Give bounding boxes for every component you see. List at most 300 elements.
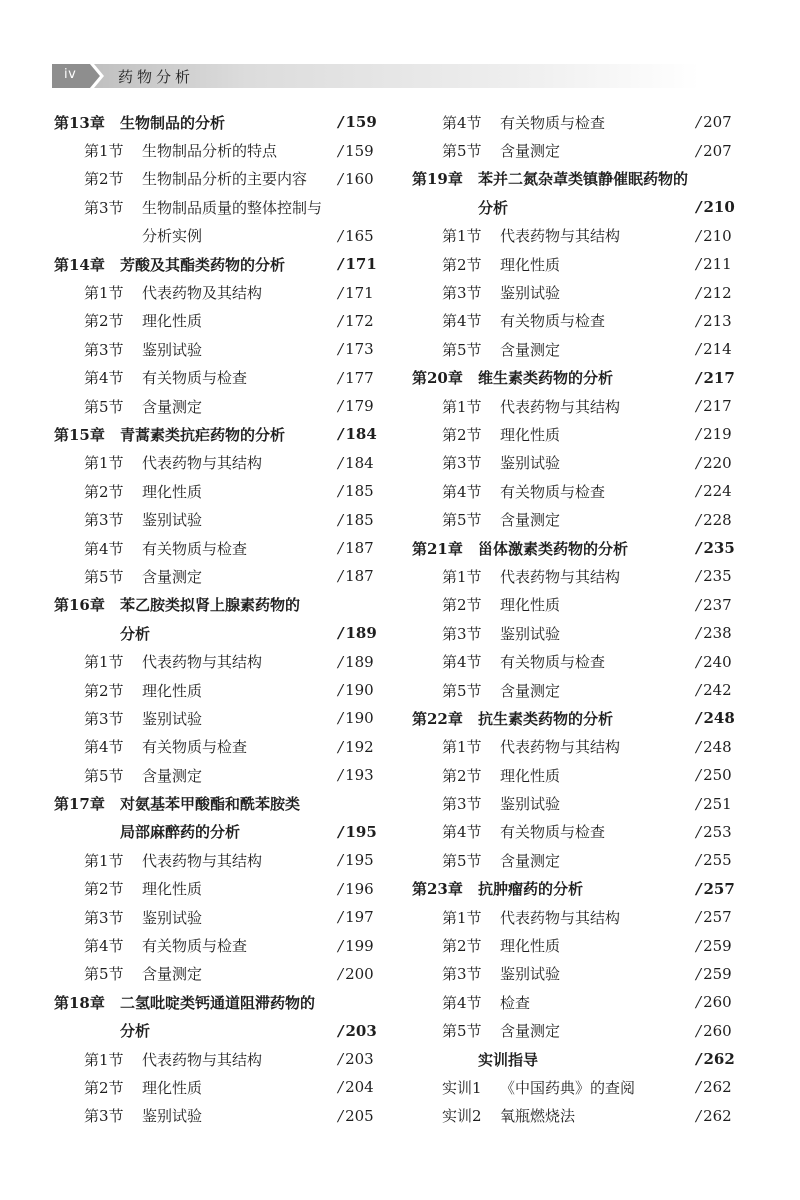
entry-title: 含量测定 [500, 340, 561, 359]
entry-number: 第17章 [54, 795, 105, 814]
entry-title: 生物制品分析的主要内容 [142, 170, 308, 189]
page-slash: / [338, 340, 344, 359]
entry-number: 第5节 [442, 340, 482, 359]
page-number-value: 242 [703, 681, 732, 699]
section-entry [54, 931, 382, 959]
entry-page [338, 312, 382, 330]
page-number-value: 160 [345, 169, 374, 188]
entry-title: 理化性质 [500, 255, 561, 274]
entry-page [696, 653, 740, 671]
page-number-value: 240 [703, 652, 732, 671]
chapter-entry-continuation [54, 1017, 382, 1045]
chapter-entry [412, 364, 740, 392]
page-number-value: 171 [345, 255, 377, 274]
section-entry [412, 222, 740, 250]
chapter-entry [412, 1045, 740, 1073]
page-number-value: 210 [703, 198, 735, 217]
page-slash: / [696, 993, 702, 1012]
page-number-value: 260 [703, 1021, 732, 1040]
entry-title: 代表药物与其结构 [500, 567, 621, 586]
section-entry [412, 108, 740, 136]
entry-number: 第5节 [442, 851, 482, 870]
page-number-value: 207 [703, 113, 732, 132]
entry-title: 分析 [478, 198, 509, 217]
entry-page [696, 227, 740, 245]
entry-number: 第4节 [442, 482, 482, 501]
section-entry [54, 136, 382, 164]
entry-number: 第1节 [84, 653, 124, 672]
page-number-value: 204 [345, 1078, 374, 1097]
entry-number: 第3节 [84, 511, 124, 530]
entry-title: 有关物质与检查 [500, 653, 606, 672]
page-slash: / [696, 1106, 702, 1125]
section-entry-continuation [54, 222, 382, 250]
chapter-entry-continuation [54, 818, 382, 846]
page-number-value: 257 [703, 879, 735, 898]
page-slash: / [696, 766, 702, 785]
entry-page [696, 880, 740, 898]
entry-title: 理化性质 [142, 880, 203, 899]
entry-number: 第2节 [84, 312, 124, 331]
entry-title: 代表药物及其结构 [142, 284, 263, 303]
entry-number: 第4节 [84, 937, 124, 956]
page-slash: / [338, 681, 344, 699]
entry-page [696, 823, 740, 841]
entry-title: 含量测定 [500, 851, 561, 870]
chapter-entry [54, 108, 382, 136]
entry-title: 有关物质与检查 [142, 369, 248, 388]
entry-page [696, 624, 740, 642]
section-entry [54, 534, 382, 562]
section-entry [412, 619, 740, 647]
entry-title: 含量测定 [142, 965, 203, 984]
entry-page [696, 397, 740, 415]
entry-number: 第2节 [442, 596, 482, 615]
page-number-value: 212 [703, 283, 732, 302]
chapter-entry [412, 534, 740, 562]
entry-title: 氧瓶燃烧法 [500, 1107, 576, 1126]
entry-number: 第5节 [442, 142, 482, 161]
entry-title: 鉴别试验 [500, 624, 561, 643]
entry-number: 第1节 [84, 851, 124, 870]
page-slash: / [338, 539, 344, 558]
page-slash: / [338, 397, 344, 416]
toc-column-right [412, 108, 740, 1130]
page-slash: / [338, 510, 344, 529]
section-entry [54, 392, 382, 420]
section-entry [412, 420, 740, 448]
page-number-value: 259 [703, 936, 732, 955]
page-slash: / [338, 652, 344, 671]
entry-page [696, 1078, 740, 1096]
entry-title: 理化性质 [500, 596, 561, 615]
page-slash: / [338, 964, 344, 983]
page-slash: / [696, 113, 702, 132]
section-entry [412, 505, 740, 533]
entry-number: 第4节 [442, 993, 482, 1012]
section-entry [412, 647, 740, 675]
entry-page [696, 851, 740, 869]
entry-page [338, 142, 382, 160]
entry-number: 第3节 [442, 284, 482, 303]
entry-number: 第19章 [412, 170, 463, 189]
page-number-value: 171 [345, 283, 374, 302]
chapter-entry [54, 789, 382, 817]
entry-title: 鉴别试验 [142, 908, 203, 927]
entry-page [696, 340, 740, 358]
entry-number: 第5节 [442, 511, 482, 530]
page-number-value: 251 [703, 794, 732, 813]
page-number-value: 257 [703, 908, 732, 927]
entry-number: 第5节 [442, 681, 482, 700]
page-slash: / [696, 283, 702, 302]
page-slash: / [696, 141, 702, 160]
chapter-entry [54, 420, 382, 448]
entry-title: 理化性质 [142, 681, 203, 700]
entry-number: 第1节 [84, 1050, 124, 1069]
section-entry [54, 505, 382, 533]
page-slash: / [338, 766, 344, 785]
entry-number: 第1节 [442, 567, 482, 586]
page-number-value: 205 [345, 1106, 374, 1125]
entry-page [338, 340, 382, 358]
page-slash: / [696, 652, 702, 671]
entry-title: 鉴别试验 [500, 965, 561, 984]
chapter-entry [54, 250, 382, 278]
entry-page [338, 425, 382, 443]
entry-page [696, 1022, 740, 1040]
entry-number: 第3节 [442, 454, 482, 473]
section-entry [412, 1102, 740, 1130]
entry-number: 第3节 [84, 198, 124, 217]
page-slash: / [338, 368, 344, 387]
page-number-value: 200 [345, 964, 374, 983]
page-number-value: 259 [703, 964, 732, 983]
section-entry [412, 676, 740, 704]
entry-title: 青蒿素类抗疟药物的分析 [120, 425, 286, 444]
page-number-value: 189 [345, 652, 374, 671]
section-entry [54, 846, 382, 874]
page-number-value: 203 [345, 1021, 377, 1040]
entry-number: 第4节 [84, 539, 124, 558]
entry-title: 有关物质与检查 [500, 113, 606, 132]
entry-page [338, 1022, 382, 1040]
entry-page [338, 369, 382, 387]
section-entry [412, 307, 740, 335]
entry-number: 第4节 [442, 312, 482, 331]
entry-page [696, 709, 740, 727]
entry-number: 第2节 [442, 937, 482, 956]
entry-number: 第2节 [84, 1078, 124, 1097]
page-slash: / [696, 737, 702, 756]
entry-number: 第1节 [442, 908, 482, 927]
chapter-entry-continuation [54, 619, 382, 647]
page-slash: / [696, 624, 702, 643]
section-entry [54, 676, 382, 704]
section-entry [54, 1045, 382, 1073]
entry-title: 鉴别试验 [142, 709, 203, 728]
entry-title: 代表药物与其结构 [500, 908, 621, 927]
entry-page [696, 425, 740, 443]
entry-page [696, 113, 740, 131]
entry-page [696, 908, 740, 926]
entry-page [338, 823, 382, 841]
entry-page [696, 454, 740, 472]
entry-number: 第3节 [84, 1107, 124, 1126]
page-number-value: 184 [345, 453, 374, 472]
page-number-value: 262 [703, 1106, 732, 1125]
entry-title: 鉴别试验 [142, 1107, 203, 1126]
entry-number: 第16章 [54, 596, 105, 615]
entry-page [696, 596, 740, 614]
section-entry [54, 477, 382, 505]
page-slash: / [696, 936, 702, 955]
entry-number: 第14章 [54, 255, 105, 274]
entry-page [338, 170, 382, 188]
section-entry [54, 562, 382, 590]
entry-page [696, 284, 740, 302]
page-slash: / [696, 1078, 702, 1097]
page-slash: / [338, 851, 344, 870]
page-slash: / [338, 1078, 344, 1097]
entry-page [338, 880, 382, 898]
page-number-value: 185 [345, 510, 374, 529]
entry-title: 抗肿瘤药的分析 [478, 880, 584, 899]
section-entry [412, 591, 740, 619]
page-number-value: 189 [345, 624, 377, 643]
page-slash: / [338, 453, 344, 472]
section-entry [412, 562, 740, 590]
entry-title: 理化性质 [142, 312, 203, 331]
page-number-value: 172 [345, 311, 374, 330]
entry-number: 第2节 [84, 681, 124, 700]
entry-page [696, 766, 740, 784]
chapter-entry [54, 591, 382, 619]
entry-title: 理化性质 [142, 482, 203, 501]
section-entry [412, 136, 740, 164]
page-slash: / [696, 198, 702, 217]
entry-title: 鉴别试验 [500, 454, 561, 473]
entry-title: 理化性质 [500, 937, 561, 956]
entry-title: 理化性质 [500, 766, 561, 785]
page-slash: / [696, 510, 702, 529]
entry-title: 甾体激素类药物的分析 [478, 539, 629, 558]
entry-page [696, 312, 740, 330]
section-entry [412, 1017, 740, 1045]
entry-number: 第3节 [442, 624, 482, 643]
section-entry [54, 1102, 382, 1130]
toc-column-left [54, 108, 382, 1130]
entry-title: 含量测定 [142, 567, 203, 586]
entry-title: 有关物质与检查 [500, 823, 606, 842]
entry-title: 检查 [500, 993, 531, 1012]
section-entry [54, 704, 382, 732]
entry-page [696, 567, 740, 585]
book-title: 药物分析 [118, 68, 195, 86]
entry-number: 第1节 [84, 284, 124, 303]
chapter-entry [412, 704, 740, 732]
entry-title: 维生素类药物的分析 [478, 369, 614, 388]
page-slash: / [696, 709, 702, 728]
page-number-value: 195 [345, 822, 377, 841]
entry-title: 代表药物与其结构 [500, 738, 621, 757]
page-slash: / [696, 453, 702, 472]
entry-page [696, 993, 740, 1011]
page-number-value: 193 [345, 766, 374, 785]
page-slash: / [696, 908, 702, 927]
entry-page [338, 511, 382, 529]
entry-page [696, 1107, 740, 1125]
entry-title: 含量测定 [142, 397, 203, 416]
entry-title: 鉴别试验 [142, 340, 203, 359]
section-entry [412, 733, 740, 761]
page-number-value: 217 [703, 397, 732, 416]
entry-page [338, 454, 382, 472]
entry-title: 有关物质与检查 [500, 312, 606, 331]
page-number-value: 177 [345, 368, 374, 387]
page-slash: / [338, 908, 344, 927]
entry-number: 第2节 [84, 482, 124, 501]
page-slash: / [338, 113, 344, 132]
page-slash: / [338, 311, 344, 330]
entry-number: 第5节 [442, 1022, 482, 1041]
page-number-value: 211 [703, 255, 732, 274]
entry-number: 实训1 [442, 1078, 482, 1097]
entry-number: 实训2 [442, 1107, 482, 1126]
entry-number: 第2节 [442, 255, 482, 274]
entry-title: 鉴别试验 [500, 795, 561, 814]
page-slash: / [696, 794, 702, 813]
page-number-value: 217 [703, 368, 735, 387]
entry-page [338, 284, 382, 302]
page-number-value: 165 [345, 226, 374, 245]
section-entry [412, 278, 740, 306]
entry-number: 第4节 [442, 823, 482, 842]
page-number-value: 213 [703, 311, 732, 330]
page-number-value: 219 [703, 425, 732, 444]
entry-title: 分析 [120, 624, 151, 643]
entry-title: 含量测定 [500, 142, 561, 161]
entry-title: 代表药物与其结构 [500, 227, 621, 246]
section-entry [54, 647, 382, 675]
section-entry [54, 1073, 382, 1101]
page-slash: / [696, 681, 702, 699]
entry-page [338, 653, 382, 671]
entry-page [338, 227, 382, 245]
entry-title: 含量测定 [500, 681, 561, 700]
page-number-value: 250 [703, 766, 732, 785]
entry-page [696, 937, 740, 955]
entry-title: 鉴别试验 [500, 284, 561, 303]
entry-title: 含量测定 [142, 766, 203, 785]
page-number-value: 184 [345, 425, 377, 444]
page-slash: / [696, 822, 702, 841]
entry-title: 有关物质与检查 [142, 937, 248, 956]
entry-number: 第20章 [412, 369, 463, 388]
entry-number: 第1节 [442, 397, 482, 416]
section-entry [412, 392, 740, 420]
page-slash: / [338, 1021, 344, 1040]
page-slash: / [696, 567, 702, 586]
entry-page [338, 113, 382, 131]
entry-number: 第5节 [84, 567, 124, 586]
entry-page [696, 511, 740, 529]
chapter-entry [412, 165, 740, 193]
entry-number: 第3节 [84, 340, 124, 359]
page-number-value: 237 [703, 595, 732, 614]
page-number-value: 262 [703, 1078, 732, 1097]
page-number-value: 262 [703, 1050, 735, 1069]
page-number-value: 179 [345, 397, 374, 416]
page-slash: / [696, 1021, 702, 1040]
entry-page [696, 1050, 740, 1068]
section-entry [54, 307, 382, 335]
entry-number: 第2节 [84, 170, 124, 189]
entry-page [338, 1078, 382, 1096]
entry-title: 芳酸及其酯类药物的分析 [120, 255, 286, 274]
entry-title: 局部麻醉药的分析 [120, 823, 241, 842]
entry-number: 第1节 [84, 454, 124, 473]
chapter-entry-continuation [412, 193, 740, 221]
page-slash: / [696, 397, 702, 416]
entry-page [338, 482, 382, 500]
entry-number: 第1节 [442, 738, 482, 757]
entry-title: 实训指导 [478, 1050, 539, 1069]
entry-number: 第23章 [412, 880, 463, 899]
entry-title: 生物制品质量的整体控制与 [142, 198, 323, 217]
entry-page [338, 255, 382, 273]
entry-title: 分析 [120, 1022, 151, 1041]
section-entry [54, 875, 382, 903]
section-entry [54, 761, 382, 789]
entry-page [338, 738, 382, 756]
entry-title: 理化性质 [500, 425, 561, 444]
section-entry [412, 1073, 740, 1101]
entry-page [696, 681, 740, 699]
entry-title: 有关物质与检查 [142, 738, 248, 757]
entry-title: 代表药物与其结构 [142, 454, 263, 473]
entry-number: 第4节 [442, 113, 482, 132]
page-slash: / [338, 283, 344, 302]
entry-title: 代表药物与其结构 [500, 397, 621, 416]
running-header [52, 64, 700, 88]
page-number-value: 238 [703, 624, 732, 643]
page-number-value: 253 [703, 822, 732, 841]
page-number-value: 210 [703, 226, 732, 245]
page-number-value: 255 [703, 851, 732, 870]
entry-number: 第18章 [54, 993, 105, 1012]
entry-page [696, 539, 740, 557]
entry-title: 对氨基苯甲酸酯和酰苯胺类 [120, 795, 301, 814]
entry-page [696, 198, 740, 216]
page-slash: / [338, 709, 344, 728]
page-number-value: 159 [345, 141, 374, 160]
section-entry [54, 193, 382, 221]
page-slash: / [696, 595, 702, 614]
page-number: iv [64, 67, 77, 82]
entry-number: 第1节 [442, 227, 482, 246]
section-entry [412, 250, 740, 278]
entry-title: 二氢吡啶类钙通道阻滞药物的 [120, 993, 316, 1012]
entry-title: 含量测定 [500, 511, 561, 530]
entry-title: 苯并二氮杂䓬类镇静催眠药物的 [478, 170, 689, 189]
entry-number: 第21章 [412, 539, 463, 558]
entry-page [696, 738, 740, 756]
chapter-entry [54, 988, 382, 1016]
entry-page [338, 397, 382, 415]
page-slash: / [338, 425, 344, 444]
page-slash: / [338, 624, 344, 643]
